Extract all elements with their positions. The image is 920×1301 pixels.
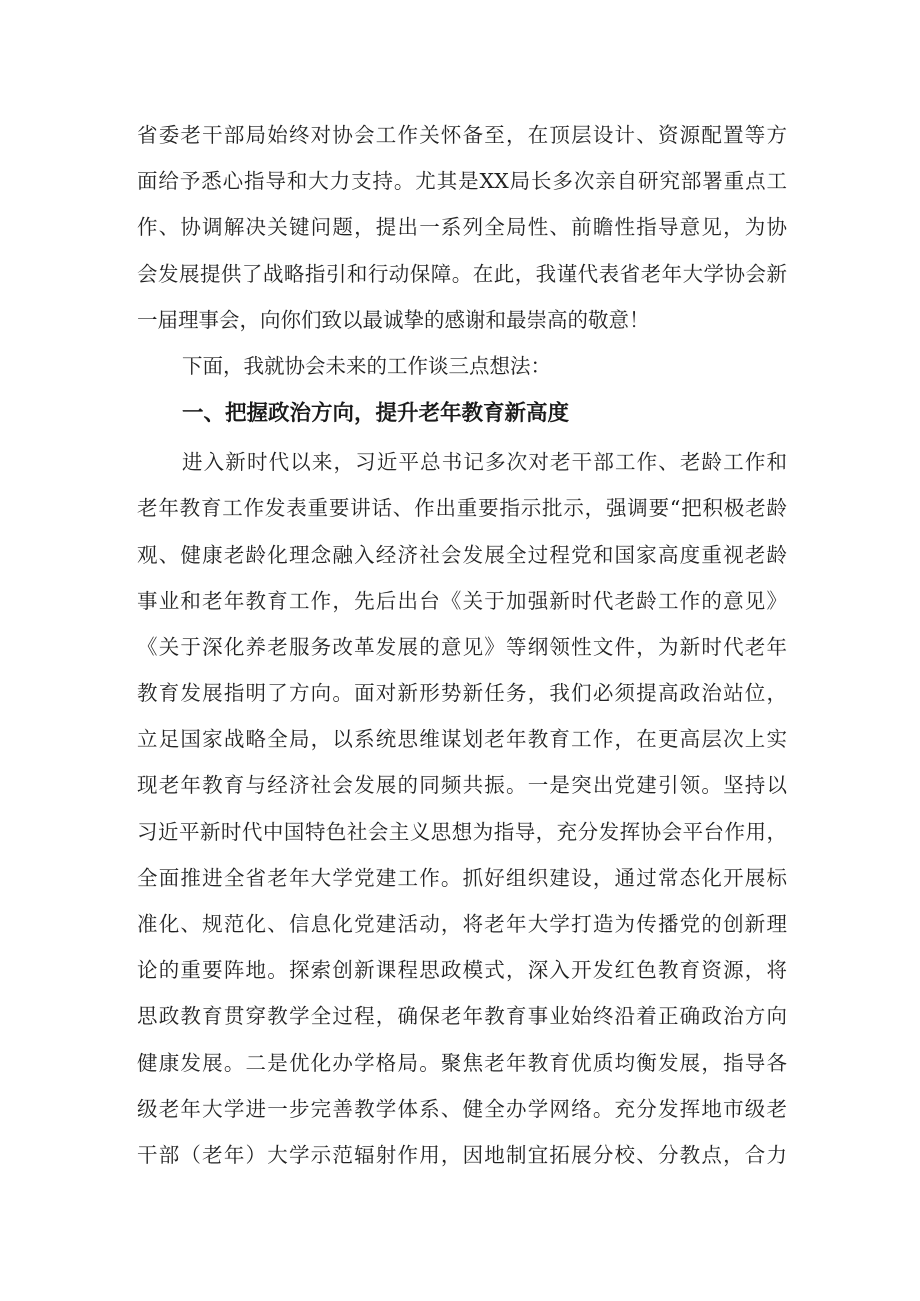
text-line: 省委老干部局始终对协会工作关怀备至，在顶层设计、资源配置等方 bbox=[137, 123, 787, 147]
text-line: 立足国家战略全局，以系统思维谋划老年教育工作，在更高层次上实 bbox=[137, 727, 787, 752]
text-line: 教育发展指明了方向。面对新形势新任务，我们必须提高政治站位， bbox=[137, 681, 787, 706]
text-line: 《关于深化养老服务改革发展的意见》等纲领性文件，为新时代老年 bbox=[137, 634, 787, 659]
text-line: 健康发展。二是优化办学格局。聚焦老年教育优质均衡发展，指导各 bbox=[137, 1050, 787, 1075]
text-line: 会发展提供了战略指引和行动保障。在此，我谨代表省老年大学协会新 bbox=[137, 261, 787, 286]
text-line: 作、协调解决关键问题，提出一系列全局性、前瞻性指导意见，为协 bbox=[137, 215, 787, 240]
paragraph-intro bbox=[137, 112, 787, 343]
text-line: 面给予悉心指导和大力支持。尤其是XX局长多次亲自研究部署重点工 bbox=[137, 169, 787, 194]
text-line: 习近平新时代中国特色社会主义思想为指导，充分发挥协会平台作用， bbox=[137, 819, 787, 844]
text-line: 一届理事会，向你们致以最诚挚的感谢和最崇高的敬意！ bbox=[137, 307, 650, 332]
text-line: 下面，我就协会未来的工作谈三点想法： bbox=[182, 353, 551, 378]
text-line: 进入新时代以来，习近平总书记多次对老干部工作、老龄工作和 bbox=[182, 450, 787, 475]
text-line: 干部（老年）大学示范辐射作用，因地制宜拓展分校、分教点，合力 bbox=[137, 1142, 787, 1167]
text-line: 现老年教育与经济社会发展的同频共振。一是突出党建引领。坚持以 bbox=[137, 773, 787, 798]
text-line: 准化、规范化、信息化党建活动，将老年大学打造为传播党的创新理 bbox=[137, 912, 787, 936]
text-line: 事业和老年教育工作，先后出台《关于加强新时代老龄工作的意见》 bbox=[137, 588, 787, 613]
document-body bbox=[137, 112, 787, 1178]
paragraph-transition bbox=[137, 343, 787, 389]
paragraph-body bbox=[137, 439, 787, 1178]
text-line: 级老年大学进一步完善教学体系、健全办学网络。充分发挥地市级老 bbox=[137, 1096, 787, 1121]
text-line: 思政教育贯穿教学全过程，确保老年教育事业始终沿着正确政治方向 bbox=[137, 1004, 787, 1029]
text-line: 论的重要阵地。探索创新课程思政模式，深入开发红色教育资源，将 bbox=[137, 958, 787, 983]
text-line: 全面推进全省老年大学党建工作。抓好组织建设，通过常态化开展标 bbox=[137, 865, 787, 890]
text-line: 老年教育工作发表重要讲话、作出重要指示批示，强调要“把积极老龄 bbox=[137, 496, 787, 521]
text-line: 观、健康老龄化理念融入经济社会发展全过程党和国家高度重视老龄 bbox=[137, 542, 787, 567]
section-heading: 一、把握政治方向，提升老年教育新高度 bbox=[182, 401, 570, 427]
